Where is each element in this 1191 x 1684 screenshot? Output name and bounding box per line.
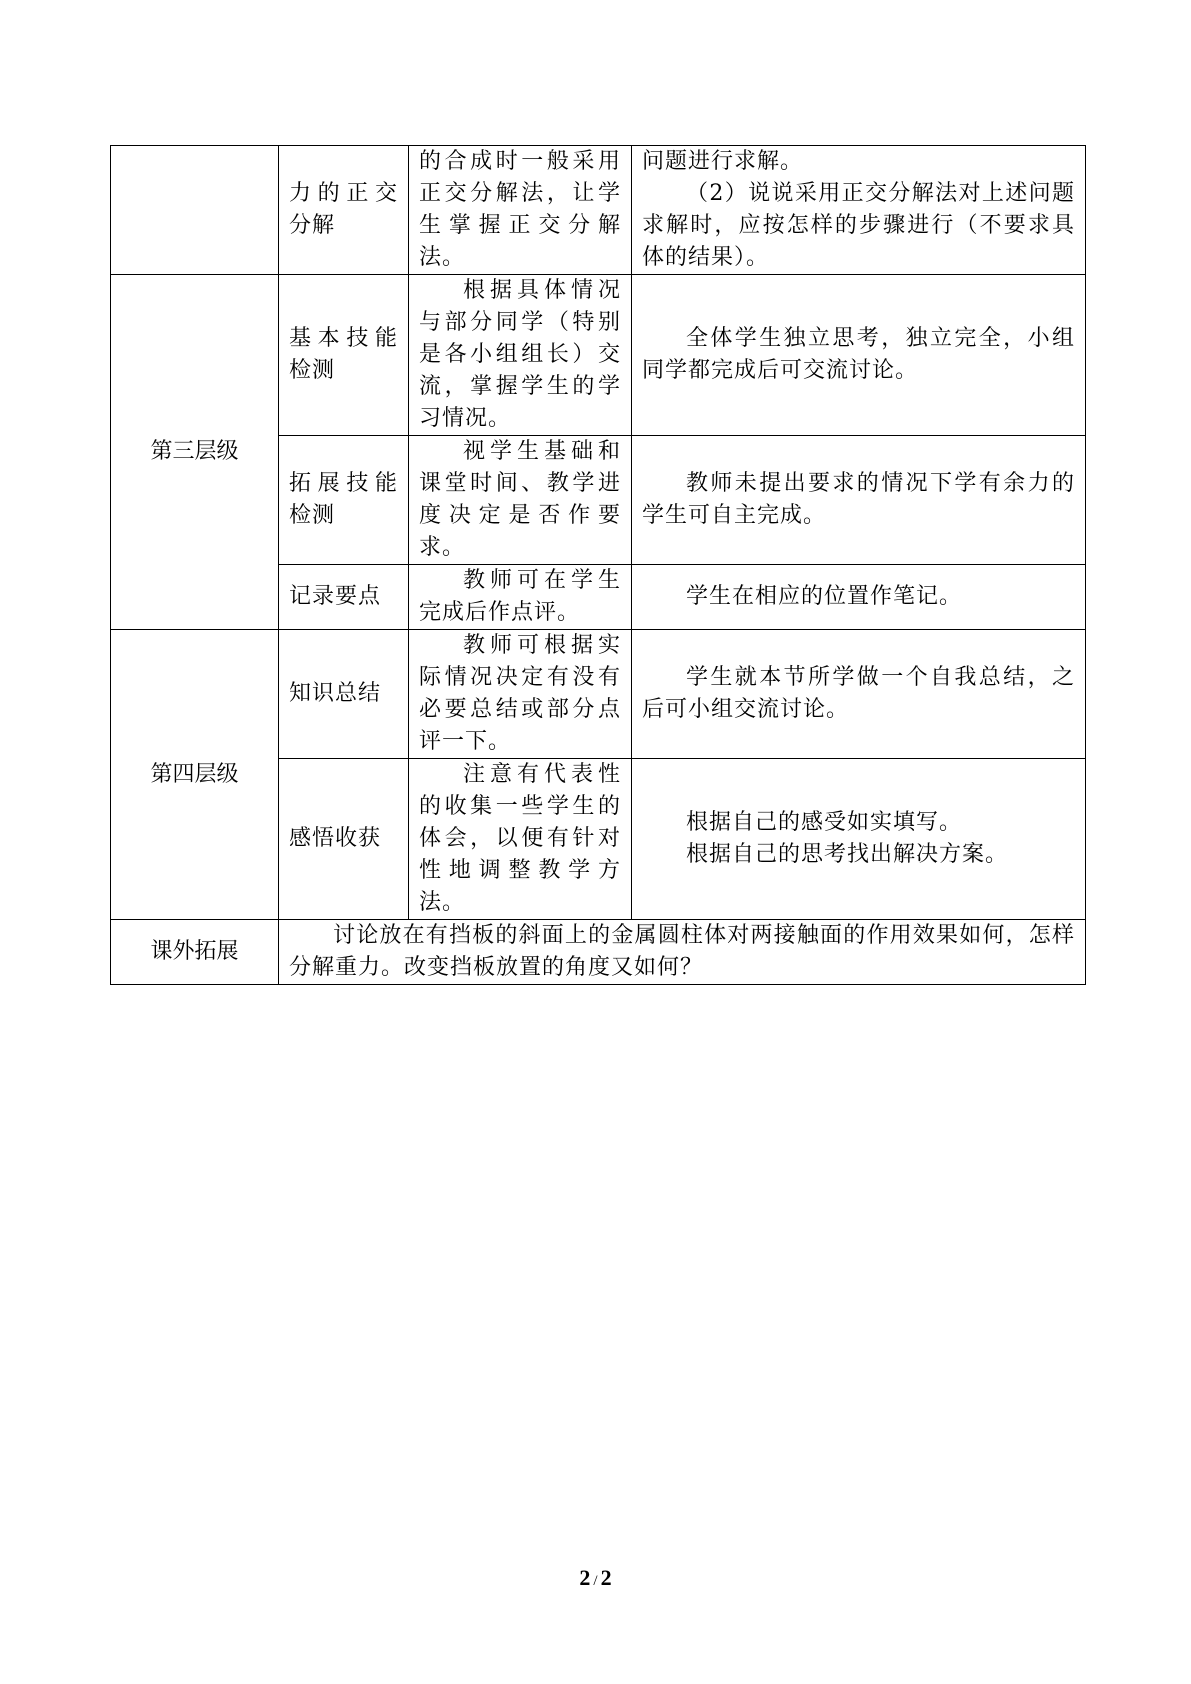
student-activity-cell xyxy=(632,565,1086,630)
student-activity-cell xyxy=(632,436,1086,565)
student-activity-text: 问题进行求解。 xyxy=(642,149,804,174)
lesson-plan-table xyxy=(110,145,1086,985)
teacher-activity-text: 注意有代表性的收集一些学生的体会，以便有针对性地调整教学方法。 xyxy=(419,762,621,915)
student-activity-cell xyxy=(632,146,1086,275)
teacher-activity-text: 教师可根据实际情况决定有没有必要总结或部分点评一下。 xyxy=(419,633,621,754)
table-row xyxy=(111,275,1086,436)
teacher-activity-cell xyxy=(409,436,632,565)
teacher-activity-cell xyxy=(409,565,632,630)
student-activity-text: 学生在相应的位置作笔记。 xyxy=(686,584,963,609)
teacher-activity-text: 教师可在学生完成后作点评。 xyxy=(419,568,621,625)
level-cell-empty xyxy=(111,146,279,275)
student-activity-text: （2）说说采用正交分解法对上述问题求解时，应按怎样的步骤进行（不要求具体的结果）。 xyxy=(642,181,1075,270)
page-current: 2 xyxy=(579,1565,591,1590)
student-activity-text: 全体学生独立思考，独立完全，小组同学都完成后可交流讨论。 xyxy=(642,326,1075,383)
student-activity-cell xyxy=(632,630,1086,759)
sub-item-label: 拓展技能检测 xyxy=(279,436,409,565)
extension-content-cell xyxy=(279,920,1086,985)
page-number xyxy=(0,1565,1191,1591)
teacher-activity-text: 根据具体情况与部分同学（特别是各小组组长）交流，掌握学生的学习情况。 xyxy=(419,278,621,431)
page-total: 2 xyxy=(600,1565,612,1590)
teacher-activity-cell xyxy=(409,630,632,759)
table-row xyxy=(111,146,1086,275)
sub-item-label: 感悟收获 xyxy=(279,759,409,920)
teacher-activity-cell xyxy=(409,146,632,275)
table-row xyxy=(111,630,1086,759)
student-activity-text: 根据自己的感受如实填写。 xyxy=(686,810,963,835)
teacher-activity-cell xyxy=(409,275,632,436)
level-cell: 第三层级 xyxy=(111,275,279,630)
sub-item-label: 力的正交分解 xyxy=(279,146,409,275)
student-activity-cell xyxy=(632,275,1086,436)
level-cell: 第四层级 xyxy=(111,630,279,920)
student-activity-cell xyxy=(632,759,1086,920)
extension-content-text: 讨论放在有挡板的斜面上的金属圆柱体对两接触面的作用效果如何，怎样分解重力。改变挡板放置的角度又如何？ xyxy=(289,923,1075,980)
sub-item-label: 基本技能检测 xyxy=(279,275,409,436)
teacher-activity-text: 视学生基础和课堂时间、教学进度决定是否作要求。 xyxy=(419,439,621,560)
student-activity-text: 教师未提出要求的情况下学有余力的学生可自主完成。 xyxy=(642,471,1075,528)
student-activity-text: 学生就本节所学做一个自我总结，之后可小组交流讨论。 xyxy=(642,665,1075,722)
teacher-activity-text: 的合成时一般采用正交分解法，让学生掌握正交分解法。 xyxy=(419,149,621,270)
sub-item-label: 知识总结 xyxy=(279,630,409,759)
student-activity-text: 根据自己的思考找出解决方案。 xyxy=(686,842,1009,867)
page-separator: / xyxy=(593,1573,598,1589)
table-row xyxy=(111,920,1086,985)
sub-item-label: 记录要点 xyxy=(279,565,409,630)
teacher-activity-cell xyxy=(409,759,632,920)
extension-label: 课外拓展 xyxy=(111,920,279,985)
